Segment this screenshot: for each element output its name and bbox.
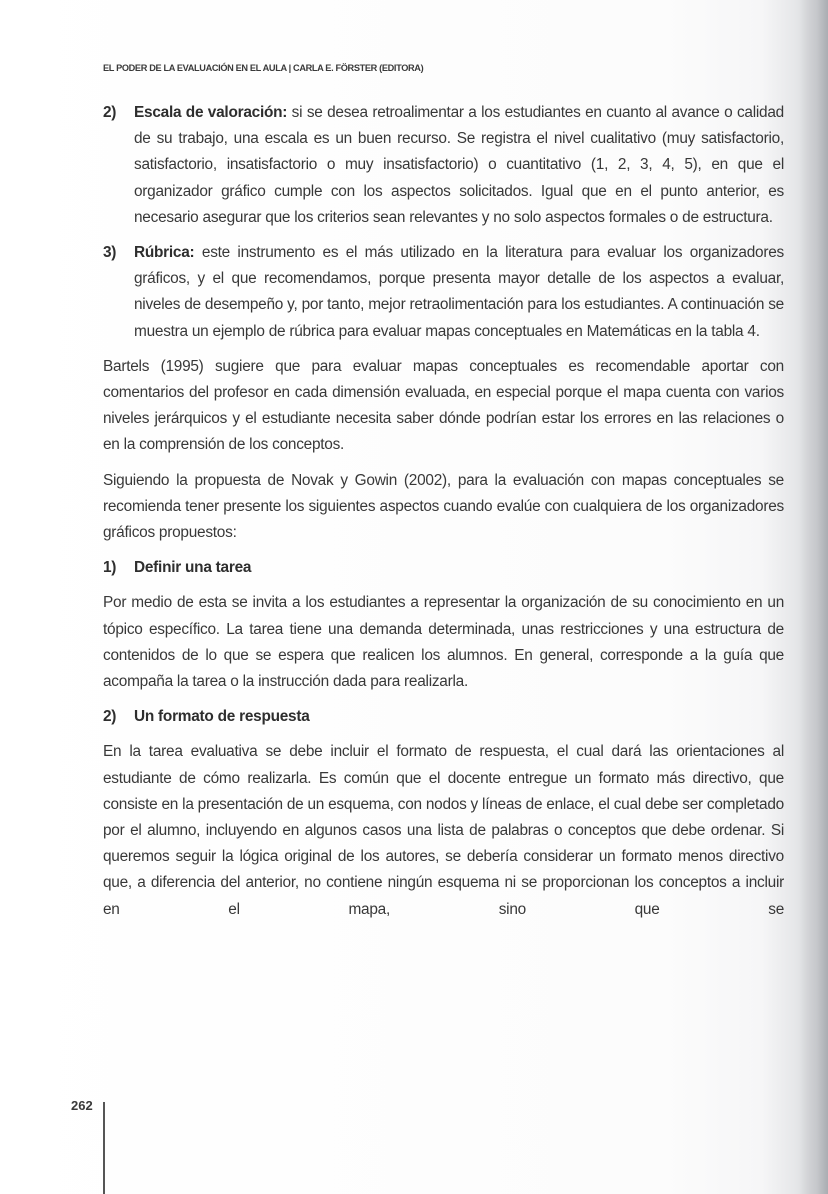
list-number: 2) <box>103 104 117 121</box>
section-number: 2) <box>103 708 117 726</box>
list-term: Rúbrica: <box>134 244 195 262</box>
list-text: este instrumento es el más utilizado en la literatura para evaluar los organizadores gráficos, y el que recomendamos, porque presenta mayor detalle de los aspectos a evaluar, niveles de desempeño y, por tanto, mejor retraolimentación para los estudiantes. A continuación se muestra un ejemplo de rúbrica para evaluar mapas conceptuales en Matemáticas en la tabla 4. <box>134 244 784 340</box>
section-heading-text: Definir una tarea <box>134 559 252 577</box>
section-heading-text: Un formato de respuesta <box>134 708 310 726</box>
list-term: Escala de valoración: <box>134 104 288 121</box>
section-body-definir-tarea: Por medio de esta se invita a los estudiantes a representar la organización de su conocimiento en un tópico específico. La tarea tiene una demanda determinada, unas restricciones y una estructura de contenidos de lo que se espera que realicen los alumnos. En general, corresponde a la guía que acompaña la tarea o la instrucción dada para realizarla. <box>103 594 784 691</box>
paragraph-novak: Siguiendo la propuesta de Novak y Gowin (2002), para la evaluación con mapas conceptuales se recomienda tener presente los siguientes aspectos cuando evalúe con cualquiera de los organizadores gráficos propuestos: <box>103 471 784 542</box>
section-body-formato-respuesta: En la tarea evaluativa se debe incluir el formato de respuesta, el cual dará las orientaciones al estudiante de cómo realizarla. Es común que el docente entregue un formato más directivo, que consiste en la presentación de un esquema, con nodos y líneas de enlace, el cual debe ser completado por el alumno, incluyendo en algunos casos una lista de palabras o conceptos que debe ordenar. Si queremos seguir la lógica original de los autores, se debería considerar un formato menos directivo que, a diferencia del anterior, no contiene ningún esquema ni se proporcionan los conceptos a incluir en el mapa, sino que se <box>103 743 784 918</box>
paragraph-bartels: Bartels (1995) sugiere que para evaluar mapas conceptuales es recomendable aportar con comentarios del profesor en cada dimensión evaluada, en especial porque el mapa cuenta con varios niveles jerárquicos y el estudiante necesita saber dónde podrían estar los errores en las relaciones o en la comprensión de los conceptos. <box>103 357 784 454</box>
list-item-rubrica <box>103 240 784 345</box>
list-item-escala <box>103 100 784 231</box>
section-heading-formato-respuesta <box>103 704 784 730</box>
list-number: 3) <box>103 244 117 262</box>
running-head: EL PODER DE LA EVALUACIÓN EN EL AULA | CARLA E. FÖRSTER (EDITORA) <box>103 63 424 73</box>
folio-rule-divider <box>103 1102 105 1194</box>
section-heading-definir-tarea <box>103 555 784 581</box>
list-text: si se desea retroalimentar a los estudiantes en cuanto al avance o calidad de su trabajo, una escala es un buen recurso. Se registra el nivel cualitativo (muy satisfactorio, satisfactorio, insatisfactorio o muy insatisfactorio) o cuantitativo (1, 2, 3, 4, 5), en que el organizador gráfico cumple con los aspectos solicitados. Igual que en el punto anterior, es necesario asegurar que los criterios sean relevantes y no solo aspectos formales o de estructura. <box>134 104 784 226</box>
section-number: 1) <box>103 559 117 577</box>
page-content <box>103 100 784 932</box>
page-number: 262 <box>71 1098 93 1113</box>
page-edge-shadow <box>800 0 828 1194</box>
